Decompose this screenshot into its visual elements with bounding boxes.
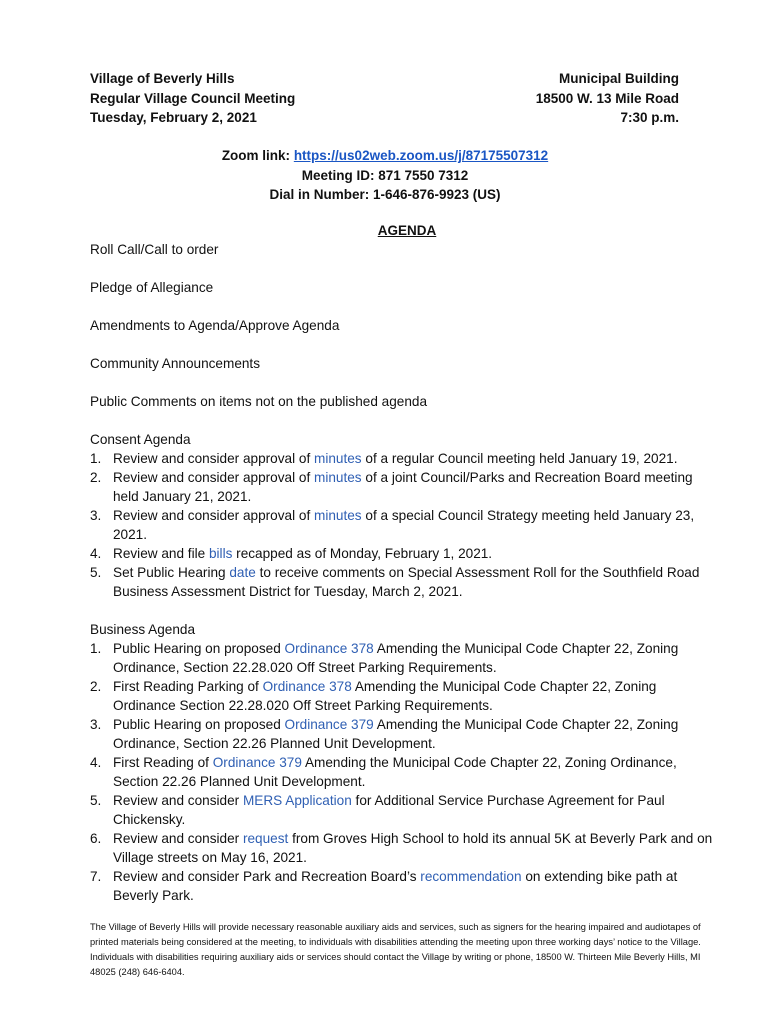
meeting-time: 7:30 p.m. bbox=[620, 110, 679, 125]
agenda-title: AGENDA bbox=[377, 223, 437, 238]
item-number: 2. bbox=[90, 679, 102, 694]
item-text: on extending bike path at Beverly Park. bbox=[113, 869, 678, 903]
item-text: Review and consider bbox=[113, 793, 243, 808]
zoom-link-line bbox=[0, 146, 770, 166]
item-text: Review and file bbox=[113, 546, 209, 561]
item-text: of a joint Council/Parks and Recreation Board meeting held January 21, 2021. bbox=[113, 470, 693, 504]
agenda-item: Pledge of Allegiance bbox=[90, 280, 214, 295]
item-number: 4. bbox=[90, 546, 102, 561]
item-text: recapped as of Monday, February 1, 2021. bbox=[232, 546, 493, 561]
item-text: Review and consider approval of bbox=[113, 508, 314, 523]
list-item bbox=[90, 867, 715, 905]
document-link[interactable]: Ordinance 378 bbox=[262, 679, 352, 694]
agenda-body bbox=[90, 240, 715, 924]
list-item bbox=[90, 829, 715, 867]
list-item bbox=[90, 468, 715, 506]
item-text: from Groves High School to hold its annual 5K at Beverly Park and on Village streets on May 16, 2021. bbox=[113, 831, 713, 865]
item-text: Amending the Municipal Code Chapter 22, Zoning Ordinance, Section 22.26 Planned Unit Development. bbox=[113, 755, 677, 789]
document-link[interactable]: Ordinance 378 bbox=[284, 641, 374, 656]
item-number: 4. bbox=[90, 755, 102, 770]
list-item bbox=[90, 753, 715, 791]
item-text: of a regular Council meeting held January 19, 2021. bbox=[361, 451, 678, 466]
meeting-type: Regular Village Council Meeting bbox=[90, 90, 296, 106]
item-text: First Reading Parking of bbox=[113, 679, 263, 694]
item-text: Review and consider approval of bbox=[113, 451, 314, 466]
zoom-info bbox=[0, 146, 770, 205]
consent-agenda bbox=[90, 430, 715, 601]
agenda-item: Roll Call/Call to order bbox=[90, 242, 219, 257]
list-item bbox=[90, 544, 715, 563]
business-agenda bbox=[90, 620, 715, 905]
item-text: for Additional Service Purchase Agreement for Paul Chickensky. bbox=[113, 793, 665, 827]
item-text: First Reading of bbox=[113, 755, 213, 770]
item-text: Amending the Municipal Code Chapter 22, Zoning Ordinance Section 22.28.020 Off Street Parking Requirements. bbox=[113, 679, 657, 713]
item-number: 5. bbox=[90, 565, 102, 580]
meeting-id: Meeting ID: 871 7550 7312 bbox=[301, 167, 469, 183]
item-number: 5. bbox=[90, 793, 102, 808]
item-number: 2. bbox=[90, 470, 102, 485]
item-number: 3. bbox=[90, 717, 102, 732]
item-number: 1. bbox=[90, 451, 102, 466]
list-item bbox=[90, 563, 715, 601]
agenda-item: Community Announcements bbox=[90, 356, 261, 371]
item-text: Review and consider Park and Recreation Board’s bbox=[113, 869, 421, 884]
item-number: 6. bbox=[90, 831, 102, 846]
agenda-item: Public Comments on items not on the published agenda bbox=[90, 394, 428, 409]
header-right bbox=[536, 69, 679, 128]
meeting-date: Tuesday, February 2, 2021 bbox=[90, 110, 257, 125]
document-link[interactable]: minutes bbox=[314, 451, 362, 466]
document-link[interactable]: minutes bbox=[314, 508, 362, 523]
item-text: Public Hearing on proposed bbox=[113, 717, 285, 732]
list-item bbox=[90, 639, 715, 677]
item-number: 3. bbox=[90, 508, 102, 523]
document-link[interactable]: Ordinance 379 bbox=[284, 717, 374, 732]
item-text: Review and consider bbox=[113, 831, 243, 846]
document-link[interactable]: MERS Application bbox=[242, 793, 352, 808]
item-text: Amending the Municipal Code Chapter 22, Zoning Ordinance, Section 22.28.020 Off Street Parking Requirements. bbox=[113, 641, 679, 675]
business-agenda-title: Business Agenda bbox=[90, 622, 196, 637]
dial-in-number: Dial in Number: 1-646-876-9923 (US) bbox=[269, 187, 501, 202]
consent-agenda-title: Consent Agenda bbox=[90, 432, 191, 447]
consent-agenda-list bbox=[90, 449, 715, 601]
item-text: Amending the Municipal Code Chapter 22, Zoning Ordinance, Section 22.26 Planned Unit Development. bbox=[113, 717, 679, 751]
item-number: 1. bbox=[90, 641, 102, 656]
list-item bbox=[90, 791, 715, 829]
venue-address: 18500 W. 13 Mile Road bbox=[535, 90, 679, 106]
document-link[interactable]: minutes bbox=[314, 470, 362, 485]
document-link[interactable]: Ordinance 379 bbox=[212, 755, 302, 770]
item-text: to receive comments on Special Assessment Roll for the Southfield Road Business Assessment District for Tuesday, March 2, 2021. bbox=[113, 565, 700, 599]
opening-items bbox=[90, 240, 715, 411]
item-number: 7. bbox=[90, 869, 102, 884]
list-item bbox=[90, 677, 715, 715]
header-left bbox=[90, 69, 295, 128]
zoom-link[interactable]: https://us02web.zoom.us/j/87175507312 bbox=[293, 148, 549, 163]
list-item bbox=[90, 449, 715, 468]
document-link[interactable]: request bbox=[242, 831, 289, 846]
item-text: Set Public Hearing bbox=[113, 565, 230, 580]
document-link[interactable]: recommendation bbox=[420, 869, 522, 884]
venue-name: Municipal Building bbox=[559, 71, 679, 86]
list-item bbox=[90, 506, 715, 544]
list-item bbox=[90, 715, 715, 753]
business-agenda-list bbox=[90, 639, 715, 905]
zoom-link-label: Zoom link: bbox=[221, 148, 294, 163]
agenda-item: Amendments to Agenda/Approve Agenda bbox=[90, 318, 340, 333]
item-text: Review and consider approval of bbox=[113, 470, 314, 485]
item-text: Public Hearing on proposed bbox=[113, 641, 285, 656]
item-text: of a special Council Strategy meeting held January 23, 2021. bbox=[113, 508, 695, 542]
village-name: Village of Beverly Hills bbox=[90, 71, 235, 86]
document-link[interactable]: bills bbox=[208, 546, 233, 561]
document-link[interactable]: date bbox=[229, 565, 256, 580]
accessibility-notice: The Village of Beverly Hills will provide necessary reasonable auxiliary aids and services, such as signers for the hearing impaired and audiotapes of printed materials being considered at the meeting, to individuals with disabilities attending the meeting upon three working days’ notice to the Village. Individuals with disabilities requiring auxiliary aids or services should contact the Village by writing or phone, 18500 W. Thirteen Mile Beverly Hills, MI 48025 (248) 646-6404. bbox=[90, 922, 701, 977]
